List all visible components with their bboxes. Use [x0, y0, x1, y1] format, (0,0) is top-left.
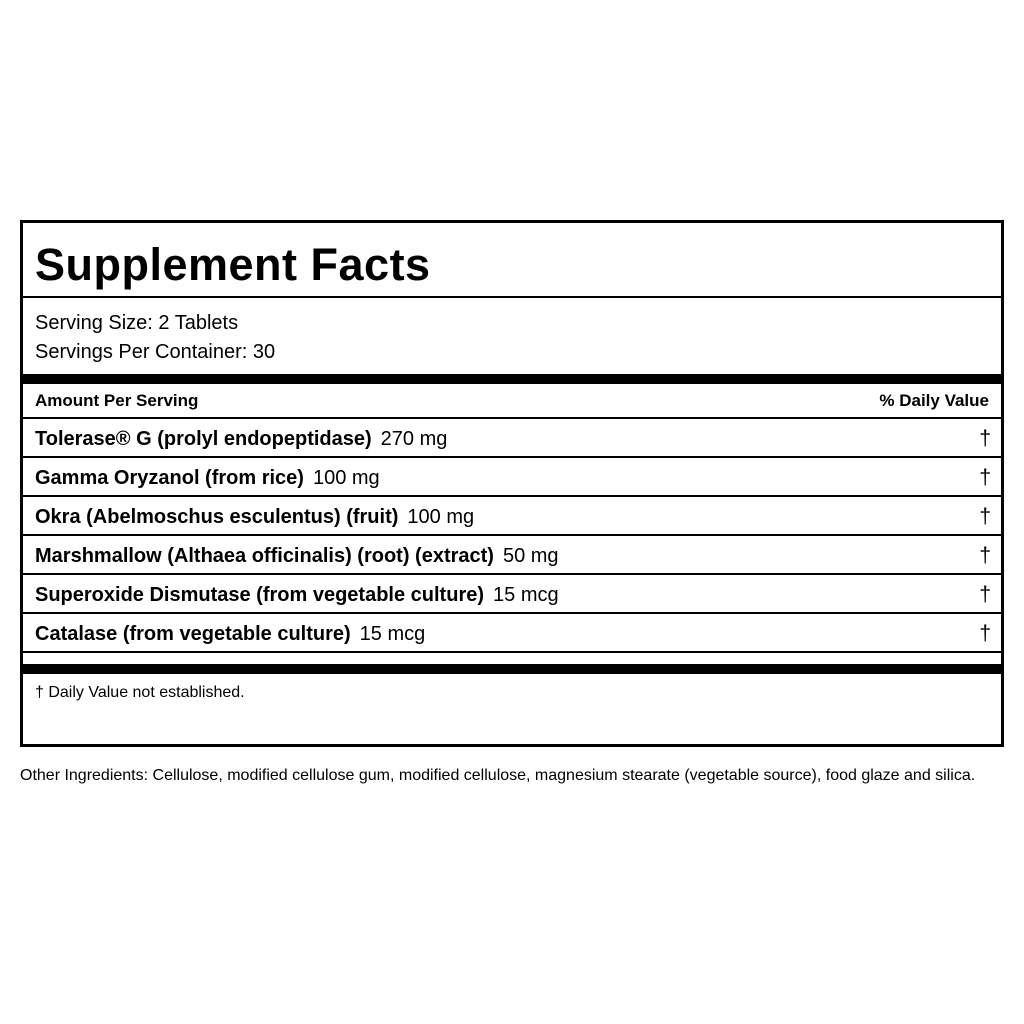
ingredient-amount: 270 mg: [380, 428, 448, 450]
serving-info: [23, 300, 1001, 374]
ingredient-row: [23, 536, 1001, 575]
ingredient-daily-value: †: [979, 505, 991, 528]
column-header-row: [23, 384, 1001, 419]
ingredient-name: Gamma Oryzanol (from rice): [35, 467, 304, 489]
other-ingredients: Other Ingredients: Cellulose, modified cellulose gum, modified cellulose, magnesium stearate (vegetable source), food glaze and silica.: [20, 767, 976, 784]
title-row: [23, 223, 1001, 298]
ingredient-row: [23, 458, 1001, 497]
ingredient-amount: 15 mcg: [359, 623, 426, 645]
ingredient-daily-value: †: [979, 583, 991, 606]
thick-divider-bottom: [23, 664, 1001, 674]
ingredient-row: [23, 575, 1001, 614]
ingredient-daily-value: †: [979, 622, 991, 645]
ingredient-name: Tolerase® G (prolyl endopeptidase): [35, 428, 372, 450]
ingredient-daily-value: †: [979, 427, 991, 450]
daily-value-footnote: † Daily Value not established.: [35, 684, 245, 701]
ingredient-row: [23, 497, 1001, 536]
ingredient-name: Marshmallow (Althaea officinalis) (root) (extract): [35, 545, 494, 567]
ingredient-row: [23, 419, 1001, 458]
ingredient-daily-value: †: [979, 544, 991, 567]
supplement-facts-panel: [20, 220, 1004, 747]
daily-value-header: % Daily Value: [879, 391, 989, 410]
servings-per-container: Servings Per Container: 30: [35, 341, 276, 363]
ingredient-name: Superoxide Dismutase (from vegetable culture): [35, 584, 485, 606]
ingredient-amount: 50 mg: [502, 545, 559, 567]
panel-title: Supplement Facts: [35, 239, 431, 290]
ingredient-daily-value: †: [979, 466, 991, 489]
ingredient-amount: 100 mg: [312, 467, 380, 489]
ingredient-row: [23, 614, 1001, 653]
ingredient-amount: 100 mg: [407, 506, 475, 528]
ingredient-amount: 15 mcg: [493, 584, 559, 606]
serving-size: Serving Size: 2 Tablets: [35, 312, 239, 334]
amount-per-serving-header: Amount Per Serving: [35, 391, 199, 410]
ingredient-rows: [23, 419, 1001, 653]
ingredient-name: Okra (Abelmoschus esculentus) (fruit): [35, 506, 399, 528]
ingredient-name: Catalase (from vegetable culture): [35, 623, 351, 645]
thick-divider-top: [23, 374, 1001, 384]
